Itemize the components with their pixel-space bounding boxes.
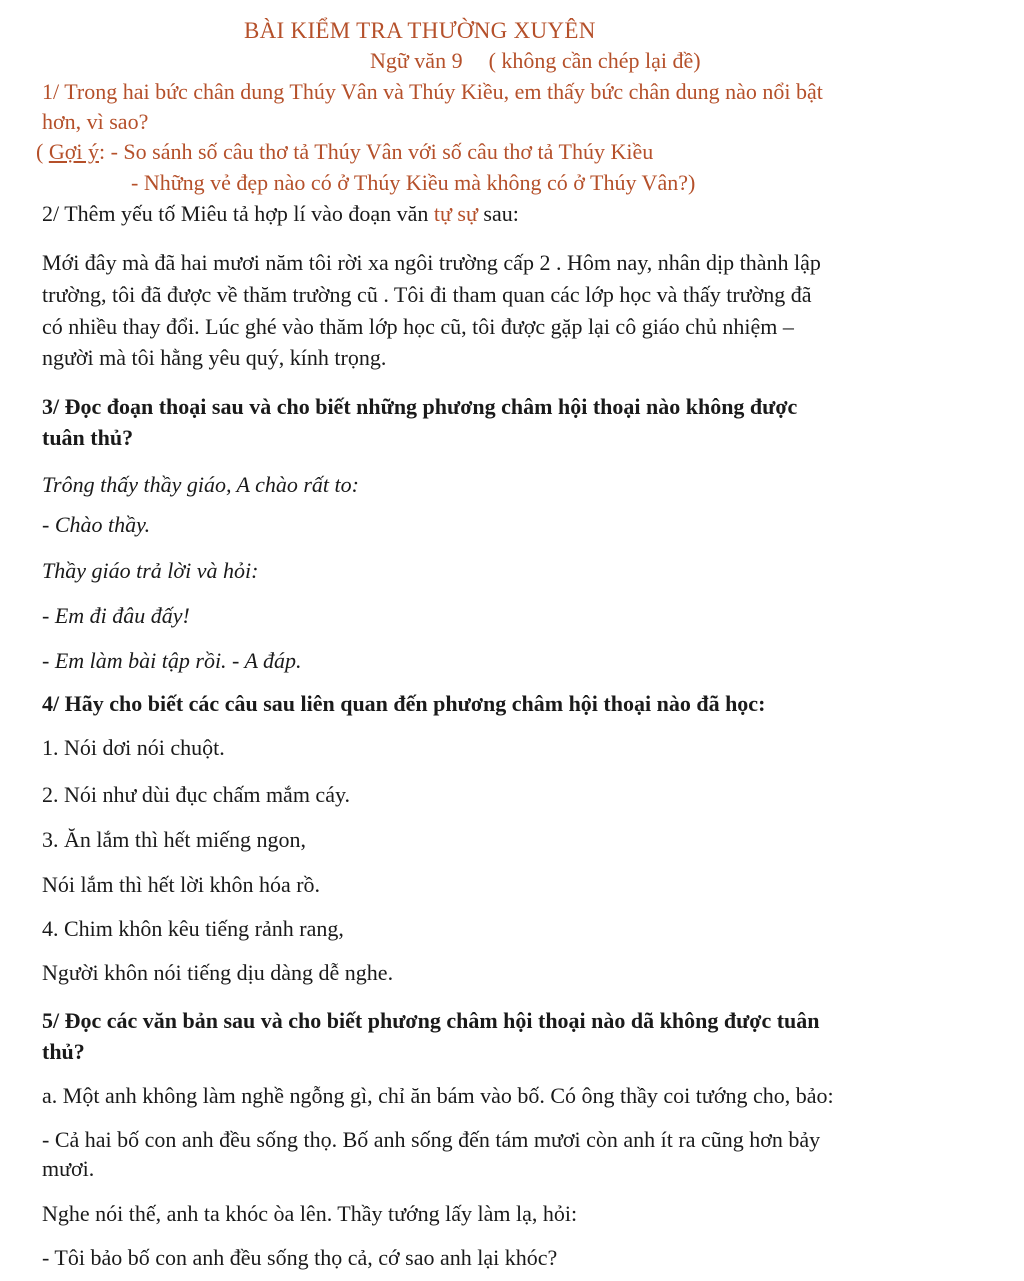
q5-text-a2: - Cả hai bố con anh đều sống thọ. Bố anh sống đến tám mươi còn anh ít ra cũng hơn bảy	[42, 1127, 821, 1152]
q4-item-3b: Nói lắm thì hết lời khôn hóa rồ.	[42, 872, 321, 897]
subject-note: ( không cần chép lại đề)	[488, 48, 701, 73]
q2-prompt	[42, 199, 519, 229]
q5-text-a3: mươi.	[42, 1156, 95, 1181]
q3-dialogue-2: - Chào thầy.	[42, 512, 151, 537]
q2-prompt-c: sau:	[477, 201, 519, 226]
q4-prompt: 4/ Hãy cho biết các câu sau liên quan đến phương châm hội thoại nào đã học:	[42, 691, 766, 716]
q4-item-2: 2. Nói như dùi đục chấm mắm cáy.	[42, 782, 351, 807]
q1-hint	[36, 137, 653, 167]
q5-text-a1: a. Một anh không làm nghề ngỗng gì, chỉ ăn bám vào bố. Có ông thầy coi tướng cho, bảo:	[42, 1083, 834, 1108]
q2-paragraph-line2: trường, tôi đã được về thăm trường cũ . Tôi đi tham quan các lớp học và thấy trường đã	[42, 282, 812, 307]
q3-prompt-line2: tuân thủ?	[42, 425, 134, 450]
q1-hint-line2: - Những vẻ đẹp nào có ở Thúy Kiều mà không có ở Thúy Vân?)	[131, 170, 696, 195]
subtitle	[370, 46, 701, 76]
hint-label: Gợi ý	[48, 139, 99, 164]
q2-paragraph-line1: Mới đây mà đã hai mươi năm tôi rời xa ngôi trường cấp 2 . Hôm nay, nhân dịp thành lập	[42, 250, 821, 275]
q4-item-4b: Người khôn nói tiếng dịu dàng dễ nghe.	[42, 960, 394, 985]
q5-text-a5: - Tôi bảo bố con anh đều sống thọ cả, cớ sao anh lại khóc?	[42, 1245, 558, 1270]
q5-prompt-line1: 5/ Đọc các văn bản sau và cho biết phương châm hội thoại nào dã không được tuân	[42, 1008, 820, 1033]
hint-open: (	[36, 139, 49, 164]
q3-dialogue-4: - Em đi đâu đấy!	[42, 603, 190, 628]
q1-line2: hơn, vì sao?	[42, 109, 149, 134]
q2-paragraph-line3: có nhiều thay đổi. Lúc ghé vào thăm lớp học cũ, tôi được gặp lại cô giáo chủ nhiệm –	[42, 314, 794, 339]
q1-line1: 1/ Trong hai bức chân dung Thúy Vân và Thúy Kiều, em thấy bức chân dung nào nổi bật	[42, 79, 823, 104]
page-title: BÀI KIỂM TRA THƯỜNG XUYÊN	[244, 18, 596, 43]
q3-dialogue-1: Trông thấy thầy giáo, A chào rất to:	[42, 472, 359, 497]
subject-label: Ngữ văn 9	[370, 48, 463, 73]
hint-text-1: : - So sánh số câu thơ tả Thúy Vân với số câu thơ tả Thúy Kiều	[98, 139, 654, 164]
q5-prompt-line2: thủ?	[42, 1039, 85, 1064]
q2-paragraph-line4: người mà tôi hằng yêu quý, kính trọng.	[42, 345, 387, 370]
q2-prompt-b: tự sự	[433, 201, 478, 226]
q4-item-3a: 3. Ăn lắm thì hết miếng ngon,	[42, 827, 306, 852]
q4-item-4a: 4. Chim khôn kêu tiếng rảnh rang,	[42, 916, 344, 941]
q3-prompt-line1: 3/ Đọc đoạn thoại sau và cho biết những phương châm hội thoại nào không được	[42, 394, 798, 419]
q3-dialogue-5: - Em làm bài tập rồi. - A đáp.	[42, 648, 302, 673]
q2-prompt-a: 2/ Thêm yếu tố Miêu tả hợp lí vào đoạn văn	[42, 201, 434, 226]
q4-item-1: 1. Nói dơi nói chuột.	[42, 735, 225, 760]
q3-dialogue-3: Thầy giáo trả lời và hỏi:	[42, 558, 259, 583]
q5-text-a4: Nghe nói thế, anh ta khóc òa lên. Thầy tướng lấy làm lạ, hỏi:	[42, 1201, 578, 1226]
